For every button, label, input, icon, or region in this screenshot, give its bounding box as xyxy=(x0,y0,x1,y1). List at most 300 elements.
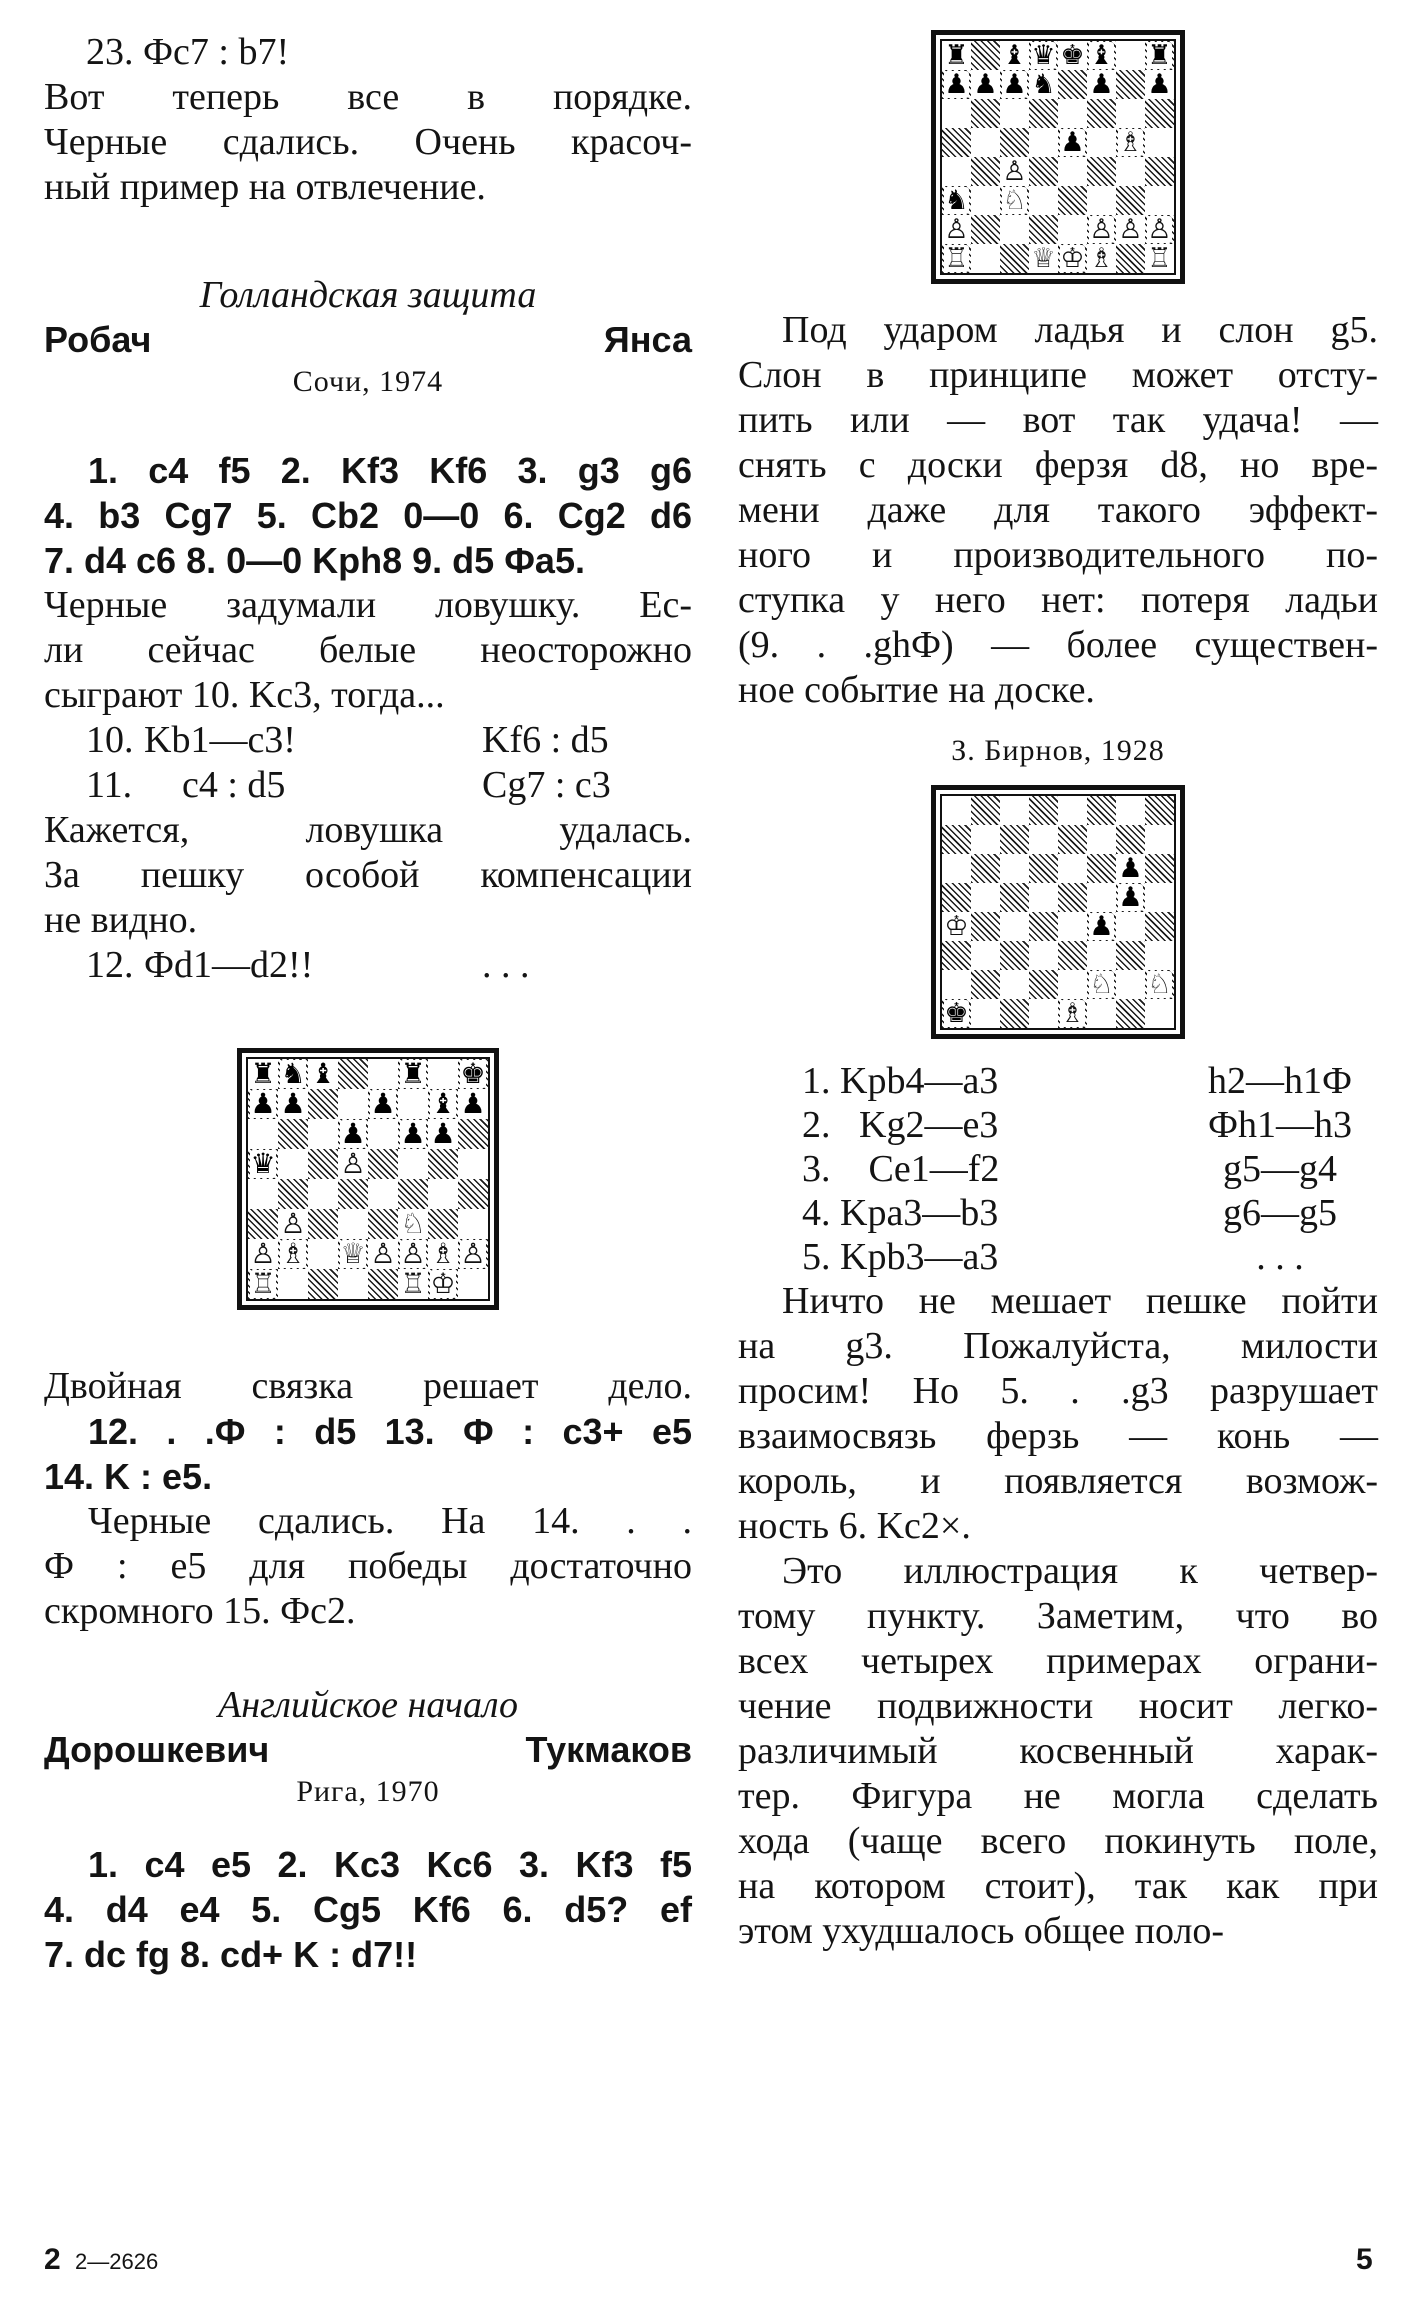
dark-square xyxy=(1029,796,1058,825)
text-line: ступка у него нет: потеря ладьи xyxy=(738,579,1378,621)
dark-square xyxy=(338,1239,368,1269)
light-square xyxy=(1116,157,1145,186)
light-square xyxy=(1029,70,1058,99)
light-square xyxy=(1000,99,1029,128)
dark-square xyxy=(971,41,1000,70)
black-pawn-icon: ♟ xyxy=(340,1119,366,1149)
chess-diagram-top-right xyxy=(738,30,1378,284)
dark-square xyxy=(1058,186,1087,215)
light-square xyxy=(1029,883,1058,912)
dark-square xyxy=(1058,883,1087,912)
white-rook-icon: ♖ xyxy=(1147,244,1172,273)
light-square xyxy=(278,1089,308,1119)
black-knight-icon: ♞ xyxy=(944,186,969,215)
text-line: 7. d4 c6 8. 0—0 Kph8 9. d5 Фa5. xyxy=(44,540,585,581)
dark-square xyxy=(971,912,1000,941)
dark-square xyxy=(1145,157,1174,186)
text-line: За пешку особой компенсации xyxy=(44,854,692,896)
light-square xyxy=(278,1149,308,1179)
move-row: 10. Kb1—c3! Kf6 : d5 xyxy=(86,719,609,761)
light-square xyxy=(971,70,1000,99)
dark-square xyxy=(338,1179,368,1209)
dark-square xyxy=(1087,796,1116,825)
dark-square xyxy=(1029,970,1058,999)
text-line: Черные сдались. На 14. . . xyxy=(88,1500,692,1542)
light-square xyxy=(1029,999,1058,1028)
light-square xyxy=(942,912,971,941)
dark-square xyxy=(1000,186,1029,215)
white-bishop-icon: ♗ xyxy=(430,1239,456,1269)
black-pawn-icon: ♟ xyxy=(1147,70,1172,99)
game2-white-player: Дорошкевич xyxy=(44,1729,270,1770)
white-pawn-icon: ♙ xyxy=(1002,157,1027,186)
black-pawn-icon: ♟ xyxy=(944,70,969,99)
dark-square xyxy=(1029,157,1058,186)
game1-line-moves xyxy=(44,718,692,808)
dark-square xyxy=(368,1149,398,1179)
black-knight-icon: ♞ xyxy=(1031,70,1056,99)
text-line: Черные сдались. Очень красоч- xyxy=(44,121,692,163)
white-king-icon: ♔ xyxy=(430,1269,456,1299)
light-square xyxy=(1145,128,1174,157)
dark-square xyxy=(1058,999,1087,1028)
game2-opening: Английское начало xyxy=(217,1684,519,1726)
light-square xyxy=(942,970,971,999)
dark-square xyxy=(1116,128,1145,157)
text-line: скромного 15. Фc2. xyxy=(44,1590,356,1632)
intro-move: 23. Фc7 : b7! xyxy=(86,31,290,73)
light-square xyxy=(1087,941,1116,970)
dark-square xyxy=(248,1149,278,1179)
light-square xyxy=(398,1089,428,1119)
text-line: 14. K : e5. xyxy=(44,1456,213,1497)
text-line: Это иллюстрация к четвер- xyxy=(782,1550,1378,1592)
light-square xyxy=(971,941,1000,970)
dark-square xyxy=(278,1059,308,1089)
dark-square xyxy=(1116,883,1145,912)
dark-square xyxy=(248,1209,278,1239)
light-square xyxy=(248,1059,278,1089)
white-queen-icon: ♕ xyxy=(1031,244,1056,273)
white-knight-icon: ♘ xyxy=(400,1209,426,1239)
text-line: тому пункту. Заметим, что во xyxy=(738,1595,1378,1637)
black-bishop-icon: ♝ xyxy=(430,1089,456,1119)
light-square xyxy=(308,1179,338,1209)
light-square xyxy=(971,999,1000,1028)
black-bishop-icon: ♝ xyxy=(1002,41,1027,70)
dark-square xyxy=(458,1119,488,1149)
dark-square xyxy=(1029,912,1058,941)
light-square xyxy=(1116,854,1145,883)
dark-square xyxy=(1145,215,1174,244)
light-square xyxy=(368,1179,398,1209)
light-square xyxy=(1087,70,1116,99)
game1-moves xyxy=(44,448,692,583)
right-comment-1 xyxy=(738,308,1378,713)
text-line: 4. d4 e4 5. Cg5 Kf6 6. d5? ef xyxy=(44,1889,692,1930)
light-square xyxy=(1087,244,1116,273)
dark-square xyxy=(1058,244,1087,273)
dark-square xyxy=(1000,825,1029,854)
footer-page-number-right: 5 xyxy=(1356,2243,1373,2276)
light-square xyxy=(1116,41,1145,70)
text-line: 1. c4 e5 2. Kc3 Kc6 3. Kf3 f5 xyxy=(88,1844,692,1885)
black-pawn-icon: ♟ xyxy=(250,1089,276,1119)
game1-white-player: Робач xyxy=(44,319,152,360)
right-comment-2 xyxy=(738,1279,1378,1549)
black-rook-icon: ♜ xyxy=(250,1059,276,1089)
light-square xyxy=(1000,157,1029,186)
text-line: на g3. Пожалуйста, милости xyxy=(738,1325,1378,1367)
black-pawn-icon: ♟ xyxy=(1089,912,1114,941)
game1-comment-3 xyxy=(44,1364,692,1499)
light-square xyxy=(428,1119,458,1149)
text-line: ное событие на доске. xyxy=(738,669,1095,711)
black-queen-icon: ♛ xyxy=(250,1149,276,1179)
dark-square xyxy=(942,70,971,99)
white-pawn-icon: ♙ xyxy=(400,1239,426,1269)
light-square xyxy=(1145,941,1174,970)
black-rook-icon: ♜ xyxy=(1147,41,1172,70)
dark-square xyxy=(1116,999,1145,1028)
game1-black-player: Янса xyxy=(603,319,692,360)
light-square xyxy=(1000,215,1029,244)
text-line: ный пример на отвлечение. xyxy=(44,166,486,208)
dark-square xyxy=(398,1059,428,1089)
text-line: король, и появляется возмож- xyxy=(738,1460,1378,1502)
game1-comment-4 xyxy=(44,1499,692,1634)
black-bishop-icon: ♝ xyxy=(1089,41,1114,70)
light-square xyxy=(428,1179,458,1209)
light-square xyxy=(1029,825,1058,854)
light-square xyxy=(338,1209,368,1239)
light-square xyxy=(1145,244,1174,273)
intro-paragraph xyxy=(44,75,692,210)
game1-players xyxy=(44,318,692,362)
dark-square xyxy=(1145,854,1174,883)
light-square xyxy=(1087,128,1116,157)
text-line: не видно. xyxy=(44,899,198,941)
light-square xyxy=(1116,970,1145,999)
light-square xyxy=(308,1239,338,1269)
study-caption: З. Бирнов, 1928 xyxy=(951,734,1165,767)
move-row: 11. c4 : d5 Cg7 : c3 xyxy=(86,764,611,806)
dark-square xyxy=(1116,244,1145,273)
light-square xyxy=(1058,970,1087,999)
game1-comment-1 xyxy=(44,583,692,718)
black-pawn-icon: ♟ xyxy=(1002,70,1027,99)
dark-square xyxy=(308,1089,338,1119)
dark-square xyxy=(1116,941,1145,970)
light-square xyxy=(1000,970,1029,999)
dark-square xyxy=(942,999,971,1028)
dark-square xyxy=(428,1089,458,1119)
dark-square xyxy=(398,1179,428,1209)
game1-move-12: 12. Фd1—d2!! . . . xyxy=(86,944,530,986)
dark-square xyxy=(942,186,971,215)
dark-square xyxy=(308,1149,338,1179)
black-knight-icon: ♞ xyxy=(280,1059,306,1089)
text-line: Кажется, ловушка удалась. xyxy=(44,809,692,851)
light-square xyxy=(971,244,1000,273)
light-square xyxy=(1058,215,1087,244)
dark-square xyxy=(1116,70,1145,99)
dark-square xyxy=(1116,186,1145,215)
light-square xyxy=(1087,825,1116,854)
dark-square xyxy=(971,215,1000,244)
dark-square xyxy=(1145,41,1174,70)
text-line: сыграют 10. Kc3, тогда... xyxy=(44,674,445,716)
dark-square xyxy=(1087,970,1116,999)
black-pawn-icon: ♟ xyxy=(1118,854,1143,883)
light-square xyxy=(1058,41,1087,70)
black-pawn-icon: ♟ xyxy=(973,70,998,99)
light-square xyxy=(1116,912,1145,941)
light-square xyxy=(1058,796,1087,825)
light-square xyxy=(1087,999,1116,1028)
light-square xyxy=(308,1059,338,1089)
text-line: ли сейчас белые неосторожно xyxy=(44,629,692,671)
white-knight-icon: ♘ xyxy=(1147,970,1172,999)
dark-square xyxy=(942,941,971,970)
black-pawn-icon: ♟ xyxy=(400,1119,426,1149)
dark-square xyxy=(278,1119,308,1149)
move-row: 4. Kpa3—b3 g6—g5 xyxy=(802,1192,1337,1234)
dark-square xyxy=(942,128,971,157)
light-square xyxy=(1087,186,1116,215)
dark-square xyxy=(278,1179,308,1209)
dark-square xyxy=(428,1209,458,1239)
light-square xyxy=(942,41,971,70)
light-square xyxy=(398,1149,428,1179)
black-pawn-icon: ♟ xyxy=(1118,883,1143,912)
light-square xyxy=(458,1149,488,1179)
light-square xyxy=(248,1239,278,1269)
light-square xyxy=(942,157,971,186)
game1-place: Сочи, 1974 xyxy=(292,365,444,398)
text-line: взаимосвязь ферзь — конь — xyxy=(738,1415,1378,1457)
dark-square xyxy=(1058,941,1087,970)
dark-square xyxy=(1087,912,1116,941)
white-pawn-icon: ♙ xyxy=(250,1239,276,1269)
dark-square xyxy=(1000,128,1029,157)
light-square xyxy=(1145,825,1174,854)
text-line: хода (чаще всего покинуть поле, xyxy=(738,1820,1378,1862)
white-knight-icon: ♘ xyxy=(1002,186,1027,215)
move-row: 5. Kpb3—a3 . . . xyxy=(802,1236,1304,1278)
dark-square xyxy=(398,1239,428,1269)
dark-square xyxy=(428,1269,458,1299)
dark-square xyxy=(1087,215,1116,244)
dark-square xyxy=(338,1119,368,1149)
dark-square xyxy=(368,1209,398,1239)
dark-square xyxy=(1087,854,1116,883)
dark-square xyxy=(308,1209,338,1239)
light-square xyxy=(1145,883,1174,912)
white-pawn-icon: ♙ xyxy=(340,1149,366,1179)
black-pawn-icon: ♟ xyxy=(280,1089,306,1119)
light-square xyxy=(942,99,971,128)
light-square xyxy=(278,1209,308,1239)
black-pawn-icon: ♟ xyxy=(430,1119,456,1149)
light-square xyxy=(942,215,971,244)
white-rook-icon: ♖ xyxy=(400,1269,426,1299)
white-pawn-icon: ♙ xyxy=(460,1239,486,1269)
light-square xyxy=(458,1209,488,1239)
text-line: тер. Фигура не могла сделать xyxy=(738,1775,1378,1817)
light-square xyxy=(338,1269,368,1299)
dark-square xyxy=(942,244,971,273)
light-square xyxy=(308,1119,338,1149)
light-square xyxy=(338,1089,368,1119)
light-square xyxy=(278,1269,308,1299)
text-line: пить или — вот так удача! — xyxy=(738,399,1378,441)
dark-square xyxy=(458,1059,488,1089)
dark-square xyxy=(1029,854,1058,883)
dark-square xyxy=(1145,796,1174,825)
chess-diagram-left xyxy=(44,1048,692,1310)
light-square xyxy=(428,1239,458,1269)
dark-square xyxy=(1145,970,1174,999)
dark-square xyxy=(1058,70,1087,99)
footer-page-number-left: 2 2—2626 xyxy=(44,2243,159,2276)
footer-print-code: 2—2626 xyxy=(75,2249,159,2274)
dark-square xyxy=(338,1059,368,1089)
white-rook-icon: ♖ xyxy=(250,1269,276,1299)
right-column xyxy=(738,30,1378,1954)
light-square xyxy=(1029,128,1058,157)
light-square xyxy=(1029,941,1058,970)
text-line: ность 6. Kc2×. xyxy=(738,1505,971,1547)
light-square xyxy=(368,1119,398,1149)
black-pawn-icon: ♟ xyxy=(370,1089,396,1119)
light-square xyxy=(338,1149,368,1179)
chess-diagram-study xyxy=(738,785,1378,1039)
game1-opening: Голландская защита xyxy=(199,274,537,316)
dark-square xyxy=(1000,244,1029,273)
text-line: этом ухудшалось общее поло- xyxy=(738,1910,1225,1952)
light-square xyxy=(971,186,1000,215)
move-row: 3. Ce1—f2 g5—g4 xyxy=(802,1148,1337,1190)
white-queen-icon: ♕ xyxy=(340,1239,366,1269)
light-square xyxy=(942,854,971,883)
text-line: мени даже для такого эффект- xyxy=(738,489,1378,531)
text-line: просим! Но 5. . .g3 разрушает xyxy=(738,1370,1378,1412)
text-line: Ф : e5 для победы достаточно xyxy=(44,1545,692,1587)
game2-players xyxy=(44,1728,692,1772)
white-rook-icon: ♖ xyxy=(944,244,969,273)
light-square xyxy=(1087,883,1116,912)
dark-square xyxy=(458,1179,488,1209)
white-pawn-icon: ♙ xyxy=(1118,215,1143,244)
text-line: 4. b3 Cg7 5. Cb2 0—0 6. Cg2 d6 xyxy=(44,495,692,536)
text-line: (9. . .ghФ) — более существен- xyxy=(738,624,1378,666)
dark-square xyxy=(1029,99,1058,128)
light-square xyxy=(1116,796,1145,825)
light-square xyxy=(398,1209,428,1239)
black-king-icon: ♚ xyxy=(944,999,969,1028)
light-square xyxy=(1058,854,1087,883)
light-square xyxy=(368,1059,398,1089)
light-square xyxy=(1116,99,1145,128)
dark-square xyxy=(278,1239,308,1269)
dark-square xyxy=(942,825,971,854)
light-square xyxy=(971,128,1000,157)
move-row: 1. Kpb4—a3 h2—h1Ф xyxy=(802,1060,1353,1102)
light-square xyxy=(248,1119,278,1149)
dark-square xyxy=(971,970,1000,999)
left-column xyxy=(44,30,692,1977)
text-line: чение подвижности носит легко- xyxy=(738,1685,1378,1727)
white-pawn-icon: ♙ xyxy=(944,215,969,244)
dark-square xyxy=(1087,99,1116,128)
light-square xyxy=(1145,186,1174,215)
light-square xyxy=(971,883,1000,912)
dark-square xyxy=(1058,825,1087,854)
dark-square xyxy=(1145,99,1174,128)
light-square xyxy=(1000,796,1029,825)
black-pawn-icon: ♟ xyxy=(1060,128,1085,157)
right-comment-3 xyxy=(738,1549,1378,1954)
study-moves xyxy=(738,1059,1378,1279)
dark-square xyxy=(1058,128,1087,157)
game2-black-player: Тукмаков xyxy=(525,1729,692,1770)
dark-square xyxy=(1000,70,1029,99)
white-pawn-icon: ♙ xyxy=(1147,215,1172,244)
game1-comment-2 xyxy=(44,808,692,943)
text-line: 12. . .Ф : d5 13. Ф : c3+ e5 xyxy=(88,1411,692,1452)
light-square xyxy=(398,1269,428,1299)
dark-square xyxy=(368,1089,398,1119)
white-bishop-icon: ♗ xyxy=(1089,244,1114,273)
black-pawn-icon: ♟ xyxy=(1089,70,1114,99)
dark-square xyxy=(308,1269,338,1299)
light-square xyxy=(1000,41,1029,70)
white-bishop-icon: ♗ xyxy=(280,1239,306,1269)
text-line: всех четырех примерах ограни- xyxy=(738,1640,1378,1682)
light-square xyxy=(942,796,971,825)
light-square xyxy=(428,1059,458,1089)
dark-square xyxy=(398,1119,428,1149)
text-line: 1. c4 f5 2. Kf3 Kf6 3. g3 g6 xyxy=(88,450,692,491)
dark-square xyxy=(1087,41,1116,70)
text-line: Черные задумали ловушку. Ес- xyxy=(44,584,692,626)
dark-square xyxy=(971,796,1000,825)
light-square xyxy=(1116,215,1145,244)
dark-square xyxy=(1029,215,1058,244)
dark-square xyxy=(428,1149,458,1179)
light-square xyxy=(368,1239,398,1269)
black-king-icon: ♚ xyxy=(1060,41,1085,70)
light-square xyxy=(458,1269,488,1299)
white-bishop-icon: ♗ xyxy=(1118,128,1143,157)
black-rook-icon: ♜ xyxy=(400,1059,426,1089)
dark-square xyxy=(1087,157,1116,186)
text-line: Вот теперь все в порядке. xyxy=(44,76,692,118)
white-pawn-icon: ♙ xyxy=(1089,215,1114,244)
black-bishop-icon: ♝ xyxy=(310,1059,336,1089)
black-king-icon: ♚ xyxy=(460,1059,486,1089)
dark-square xyxy=(1000,941,1029,970)
dark-square xyxy=(942,883,971,912)
light-square xyxy=(1000,912,1029,941)
white-king-icon: ♔ xyxy=(1060,244,1085,273)
light-square xyxy=(1000,854,1029,883)
move-row: 2. Kg2—e3 Фh1—h3 xyxy=(802,1104,1353,1146)
white-pawn-icon: ♙ xyxy=(280,1209,306,1239)
dark-square xyxy=(458,1239,488,1269)
light-square xyxy=(1058,912,1087,941)
